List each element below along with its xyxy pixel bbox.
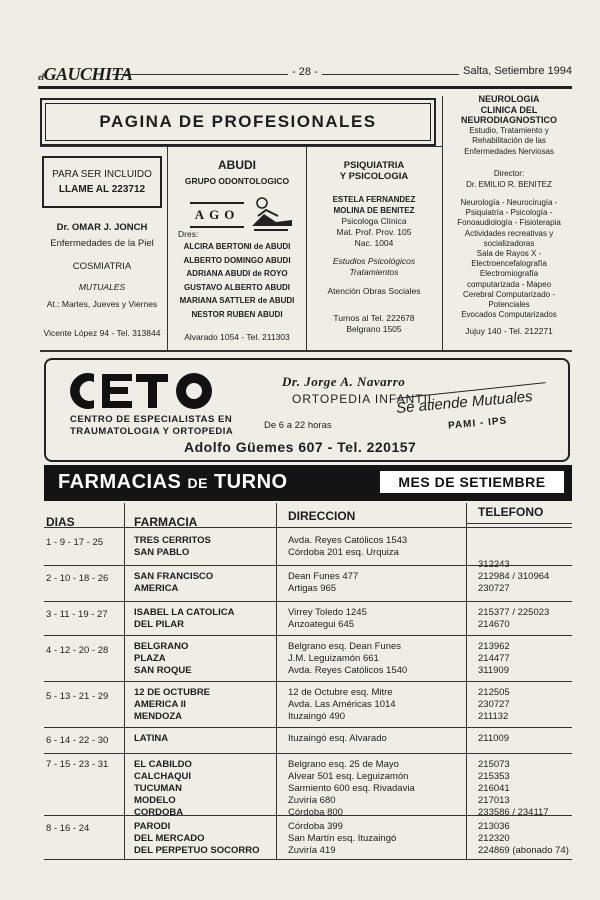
- ago-logo: [190, 196, 300, 232]
- neuro-service: computarizada - Mapeo: [466, 279, 552, 289]
- neuro-director: Dr. EMILIO R. BENITEZ: [466, 179, 552, 189]
- direccion-line: Belgrano esq. Dean Funes: [288, 641, 402, 652]
- neuro-director-label: Director:: [493, 169, 525, 178]
- direccion-line: San Martín esq. Ituzaingó: [288, 833, 397, 844]
- table-row: [44, 529, 572, 570]
- direccion-line: Ituzaingó esq. Alvarado: [288, 733, 387, 744]
- telefono-line: 215353: [478, 771, 510, 782]
- psiq-role: Psicologa Clínica: [341, 216, 407, 226]
- direccion-line: Avda. Las Américas 1014: [288, 699, 396, 710]
- dias-value: 1 - 9 - 17 - 25: [46, 537, 104, 548]
- telefono-cell: [478, 687, 510, 723]
- telefono-cell: [478, 641, 510, 677]
- table-row: [44, 681, 572, 727]
- mutuales-text: Se atiende Mutuales: [395, 388, 534, 417]
- direccion-cell: [288, 535, 407, 559]
- page-number: - 28 -: [288, 66, 322, 78]
- header-divider: [466, 523, 572, 524]
- farmacias-banner: [44, 465, 572, 501]
- col-header-dias: DIAS: [46, 515, 75, 529]
- ceto-address: Adolfo Güemes 607 - Tel. 220157: [184, 439, 417, 455]
- table-bottom: [44, 859, 572, 860]
- jonch-ad: [40, 222, 164, 339]
- telefono-line: 214477: [478, 653, 510, 664]
- neurologia-ad: [444, 94, 574, 320]
- abudi-doctor: ALCIRA BERTONI de ABUDI: [183, 242, 291, 251]
- divider: [40, 146, 442, 147]
- neuro-d2: Rehabilitación de las: [472, 136, 546, 145]
- abudi-doctor: NESTOR RUBEN ABUDI: [191, 309, 283, 319]
- telefono-line: 211132: [478, 711, 509, 722]
- farmacia-line: DEL PERPETUO SOCORRO: [134, 845, 260, 856]
- abudi-doctor: ADRIANA ABUDI de ROYO: [186, 269, 288, 278]
- telefono-line: 216041: [478, 783, 510, 794]
- divider: [306, 146, 307, 350]
- direccion-cell: [288, 733, 387, 745]
- jonch-name: Dr. OMAR J. JONCH: [56, 222, 148, 233]
- telefono-line: 215073: [478, 759, 510, 770]
- farmacias-title: FARMACIAS DE TURNO: [58, 471, 288, 493]
- header-divider: [44, 527, 572, 528]
- jonch-address: Vicente López 94 - Tel. 313844: [43, 328, 161, 338]
- farmacia-line: PLAZA: [134, 653, 166, 664]
- col-header-farmacia: FARMACIA: [134, 515, 198, 529]
- farmacia-line: EL CABILDO: [134, 759, 192, 770]
- svg-text:CETO: CETO: [62, 357, 107, 374]
- telefono-line: 215377 / 225023: [478, 607, 550, 618]
- neuro-services: [444, 198, 574, 320]
- psiq-name2: MOLINA DE BENITEZ: [333, 206, 415, 215]
- farmacia-line: SAN PABLO: [134, 547, 190, 558]
- farmacia-line: ISABEL LA CATOLICA: [134, 607, 235, 618]
- farmacia-line: SAN ROQUE: [134, 665, 192, 676]
- neuro-d3: Enfermedades Nerviosas: [464, 146, 554, 156]
- dentist-chair-icon: [248, 196, 296, 232]
- row-divider: [44, 815, 572, 816]
- telefono-line: 213962: [478, 641, 510, 652]
- psiq-nac: Nac. 1004: [354, 238, 394, 248]
- telefono-line: 312243: [478, 559, 510, 570]
- direccion-line: Zuviría 680: [288, 795, 336, 806]
- ceto-logo: [62, 357, 222, 412]
- neuro-service: Psiquiatría - Psicología -: [465, 208, 553, 218]
- psiq-studies2: Tratamientos: [349, 267, 399, 277]
- direccion-line: Zuviría 419: [288, 845, 336, 856]
- neuro-d1: Estudio, Tratamiento y: [469, 125, 549, 135]
- ceto-subtitle: CENTRO DE ESPECIALISTAS EN TRAUMATOLOGIA Y ORTOPEDIA: [70, 414, 234, 437]
- neuro-service: socializadoras: [483, 238, 535, 248]
- row-divider: [44, 681, 572, 682]
- col-header-direccion: DIRECCION: [288, 509, 356, 523]
- mutuales-stamp: [396, 386, 556, 436]
- neuro-service: Electromiografía: [479, 269, 539, 279]
- direccion-line: Córdoba 399: [288, 821, 343, 832]
- farmacia-line: AMERICA: [134, 583, 179, 594]
- neuro-service: Evocados Computarizados: [461, 310, 557, 320]
- ago-logo-text: AGO: [190, 202, 244, 228]
- jonch-specialty: Enfermedades de la Piel: [50, 238, 154, 249]
- pami-text: PAMI - IPS: [447, 415, 508, 432]
- telefono-line: 212505: [478, 687, 510, 698]
- direccion-line: Anzoategui 645: [288, 619, 355, 630]
- telefono-cell: [478, 607, 549, 631]
- telefono-line: 211009: [478, 733, 509, 744]
- telefono-line: 233586 / 234117: [478, 807, 549, 818]
- neuro-service: Potenciales: [488, 300, 530, 310]
- neuro-service: Sala de Rayos X -: [476, 249, 542, 259]
- table-row: [44, 601, 572, 635]
- dias-cell: [46, 609, 108, 621]
- jonch-mutuales: MUTUALES: [78, 282, 126, 292]
- dias-cell: [46, 573, 108, 585]
- direccion-cell: [288, 607, 367, 631]
- row-divider: [44, 753, 572, 754]
- farmacia-line: TUCUMAN: [134, 783, 183, 794]
- abudi-dres-label: Dres:: [178, 229, 199, 239]
- telefono-line: 212320: [478, 833, 510, 844]
- neuro-service: Cerebral Computarizado -: [462, 289, 556, 299]
- dias-cell: [46, 823, 89, 835]
- direccion-line: 12 de Octubre esq. Mitre: [288, 687, 393, 698]
- neuro-service: Actividades recreativas y: [464, 228, 554, 238]
- direccion-line: Córdoba 201 esq. Urquiza: [288, 547, 399, 558]
- neuro-t1: NEUROLOGIA: [478, 94, 540, 104]
- neuro-service: Fonoaudiología - Fisioterapia: [457, 218, 561, 228]
- farmacia-line: TRES CERRITOS: [134, 535, 211, 546]
- header-rule-thick: [38, 86, 572, 89]
- farmacia-cell: [134, 733, 168, 745]
- telefono-line: [478, 535, 510, 547]
- direccion-cell: [288, 641, 407, 677]
- table-row: [44, 635, 572, 681]
- telefono-line: 230727: [478, 583, 510, 594]
- jonch-hours: At.: Martes, Jueves y Viernes: [46, 299, 158, 309]
- dias-cell: [46, 537, 103, 549]
- abudi-doctor-list: [170, 240, 304, 321]
- ceto-doctor: Dr. Jorge A. Navarro: [282, 374, 406, 389]
- dias-value: 4 - 12 - 20 - 28: [46, 645, 109, 656]
- telefono-cell: [478, 759, 549, 819]
- divider: [167, 146, 168, 350]
- psiq-turnos: Turnos al Tel. 222678: [333, 313, 415, 323]
- telefono-cell: [478, 571, 549, 595]
- telefono-line: 230727: [478, 699, 510, 710]
- row-divider: [44, 635, 572, 636]
- direccion-line: Sarmiento 600 esq. Rivadavia: [288, 783, 415, 794]
- dias-value: 5 - 13 - 21 - 29: [46, 691, 109, 702]
- psiquiatria-ad: [308, 160, 440, 335]
- farmacia-cell: [134, 607, 234, 631]
- telefono-line: 224869 (abonado 74): [478, 845, 569, 856]
- telefono-line: 311909: [478, 665, 509, 676]
- direccion-line: Ituzaingó 490: [288, 711, 346, 722]
- direccion-line: Artigas 965: [288, 583, 337, 594]
- farmacia-cell: [134, 759, 192, 819]
- dias-cell: [46, 691, 108, 703]
- farmacia-cell: [134, 641, 192, 677]
- telefono-cell: [478, 821, 569, 857]
- ceto-specialty: ORTOPEDIA INFANTIL: [292, 392, 436, 406]
- direccion-line: Belgrano esq. 25 de Mayo: [288, 759, 399, 770]
- direccion-line: Virrey Toledo 1245: [288, 607, 367, 618]
- telefono-line: 217013: [478, 795, 510, 806]
- direccion-line: J.M. Leguizamón 661: [288, 653, 379, 664]
- dias-value: 6 - 14 - 22 - 30: [46, 735, 109, 746]
- farmacia-line: AMERICA II: [134, 699, 186, 710]
- telefono-line: 212984 / 310964: [478, 571, 550, 582]
- include-line1: PARA SER INCLUIDO: [52, 169, 152, 180]
- section-divider: [40, 350, 572, 352]
- farmacia-line: BELGRANO: [134, 641, 189, 652]
- psiq-obras: Atención Obras Sociales: [327, 286, 421, 296]
- include-phone: LLAME AL 223712: [58, 184, 146, 195]
- row-divider: [44, 601, 572, 602]
- dias-cell: [46, 645, 108, 657]
- direccion-line: Avda. Reyes Católicos 1543: [288, 535, 408, 546]
- psiq-title2: Y PSICOLOGIA: [339, 171, 409, 182]
- ceto-hours: De 6 a 22 horas: [264, 420, 332, 431]
- include-ad-box: [42, 156, 162, 208]
- neuro-service: Electroencefalografía: [471, 259, 547, 269]
- direccion-cell: [288, 759, 415, 819]
- direccion-line: Dean Funes 477: [288, 571, 359, 582]
- issue-date: Salta, Setiembre 1994: [459, 65, 572, 77]
- neuro-t2: CLINICA DEL: [480, 104, 538, 115]
- farmacia-cell: [134, 571, 213, 595]
- professionals-title: PAGINA DE PROFESIONALES: [99, 112, 377, 131]
- farmacia-line: DEL PILAR: [134, 619, 184, 630]
- farmacia-line: PARODI: [134, 821, 171, 832]
- abudi-doctor: ALBERTO DOMINGO ABUDI: [183, 255, 291, 265]
- magazine-logo: elGAUCHITA: [38, 64, 133, 84]
- farmacia-line: LATINA: [134, 733, 169, 744]
- abudi-title: ABUDI: [218, 158, 256, 172]
- abudi-doctor: GUSTAVO ALBERTO ABUDI: [183, 282, 291, 292]
- row-divider: [44, 727, 572, 728]
- neuro-address: Jujuy 140 - Tel. 212271: [465, 326, 553, 336]
- farmacia-cell: [134, 821, 259, 857]
- abudi-doctor: MARIANA SATTLER de ABUDI: [179, 296, 295, 305]
- direccion-line: Alvear 501 esq. Leguizamón: [288, 771, 409, 782]
- page-header: [38, 64, 572, 86]
- table-row: [44, 727, 572, 753]
- telefono-line: 214670: [478, 619, 510, 630]
- farmacia-line: SAN FRANCISCO: [134, 571, 214, 582]
- psiq-title1: PSIQUIATRIA: [343, 160, 405, 171]
- direccion-line: Córdoba 800: [288, 807, 343, 818]
- neuro-t3: NEURODIAGNOSTICO: [460, 115, 557, 125]
- dias-value: 8 - 16 - 24: [46, 823, 90, 834]
- telefono-line: 213036: [478, 821, 510, 832]
- divider: [442, 96, 443, 350]
- dias-value: 3 - 11 - 19 - 27: [46, 609, 108, 620]
- table-row: [44, 753, 572, 818]
- psiq-studies1: Estudios Psicológicos: [332, 256, 416, 266]
- col-header-telefono: TELEFONO: [478, 505, 544, 519]
- abudi-header: [170, 160, 304, 187]
- farmacia-cell: [134, 535, 211, 559]
- psiq-address: Belgrano 1505: [346, 324, 402, 334]
- jonch-service: COSMIATRIA: [72, 261, 132, 272]
- farmacia-line: MENDOZA: [134, 711, 183, 722]
- dias-cell: [46, 759, 108, 771]
- month-label: MES DE SETIEMBRE: [380, 471, 564, 493]
- direccion-cell: [288, 571, 358, 595]
- table-row: [44, 565, 572, 601]
- dias-cell: [46, 735, 108, 747]
- row-divider: [44, 565, 572, 566]
- abudi-subtitle: GRUPO ODONTOLOGICO: [184, 176, 290, 186]
- table-row: [44, 815, 572, 863]
- psiq-name1: ESTELA FERNANDEZ: [332, 195, 416, 204]
- dias-value: 7 - 15 - 23 - 31: [46, 759, 109, 770]
- direccion-cell: [288, 821, 396, 857]
- farmacia-line: CALCHAQUI: [134, 771, 191, 782]
- farmacia-line: MODELO: [134, 795, 176, 806]
- direccion-line: Avda. Reyes Católicos 1540: [288, 665, 408, 676]
- psiq-mat: Mat. Prof. Prov. 105: [336, 227, 412, 237]
- farmacia-line: DEL MERCADO: [134, 833, 205, 844]
- telefono-line: [478, 547, 510, 559]
- professionals-title-box: [40, 98, 436, 146]
- direccion-cell: [288, 687, 396, 723]
- dias-value: 2 - 10 - 18 - 26: [46, 573, 109, 584]
- farmacia-line: CORDOBA: [134, 807, 184, 818]
- farmacia-cell: [134, 687, 210, 723]
- abudi-address: Alvarado 1054 - Tel. 211303: [184, 332, 290, 342]
- neuro-service: Neurología - Neurocirugía -: [460, 198, 558, 207]
- telefono-cell: [478, 733, 509, 745]
- farmacia-line: 12 DE OCTUBRE: [134, 687, 211, 698]
